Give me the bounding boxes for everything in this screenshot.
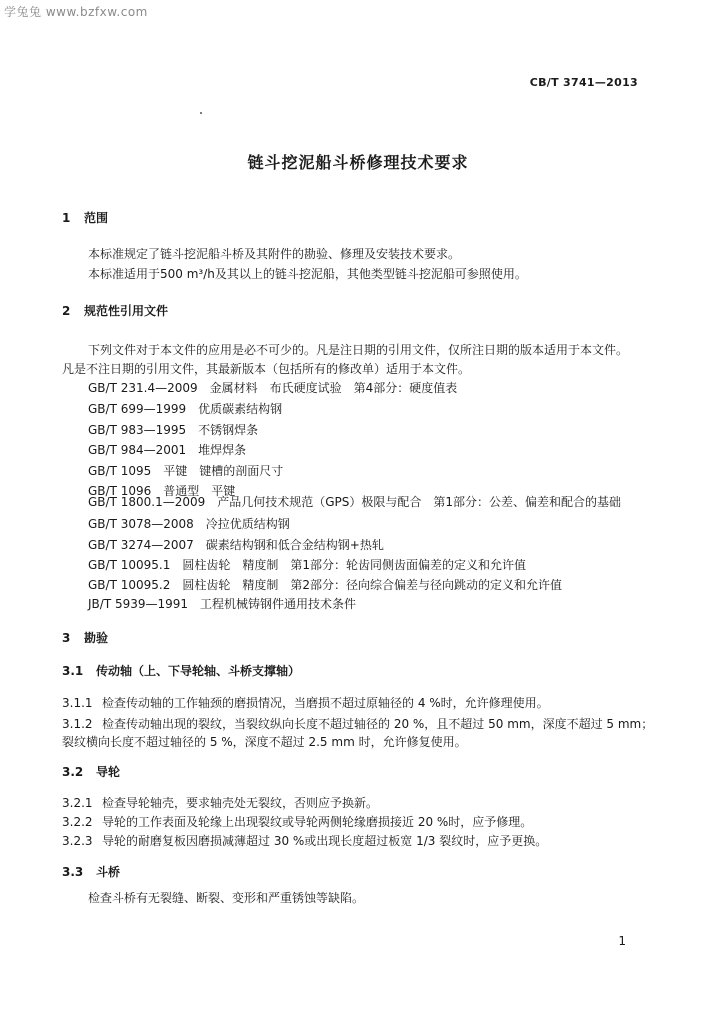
clause-3-2-1-number: 3.2.1 (62, 796, 93, 810)
section-3-3-heading (62, 864, 120, 880)
section-1-heading (62, 210, 108, 226)
clause-3-1-2-number: 3.1.2 (62, 717, 93, 731)
section-2-number: 2 (62, 304, 71, 318)
section-3-3-number: 3.3 (62, 865, 84, 879)
reference-item: GB/T 3274—2007 碳素结构钢和低合金结构钢+热轧 (88, 538, 384, 552)
reference-item: JB/T 5939—1991 工程机械铸钢件通用技术条件 (88, 597, 357, 611)
clause-3-2-3-number: 3.2.3 (62, 834, 93, 848)
reference-item: GB/T 231.4—2009 金属材料 布氏硬度试验 第4部分：硬度值表 (88, 381, 458, 395)
section-3-1-number: 3.1 (62, 664, 84, 678)
clause-3-2-1-text: 检查导轮轴壳，要求轴壳处无裂纹，否则应予换新。 (102, 796, 379, 810)
reference-item: GB/T 1096 普通型 平键 (88, 484, 236, 498)
reference-item: GB/T 10095.1 圆柱齿轮 精度制 第1部分：轮齿同侧齿面偏差的定义和允许值 (88, 558, 526, 572)
clause-3-2-1 (62, 795, 378, 811)
section-2-title: 规范性引用文件 (84, 304, 169, 318)
clause-3-1-1-number: 3.1.1 (62, 696, 93, 710)
reference-item: GB/T 3078—2008 冷拉优质结构钢 (88, 517, 290, 531)
section-2-heading (62, 303, 168, 319)
clause-3-1-2 (62, 716, 653, 732)
section-1-para-1: 本标准规定了链斗挖泥船斗桥及其附件的勘验、修理及安装技术要求。 (88, 247, 461, 261)
watermark: 学兔兔 www.bzfxw.com (4, 5, 148, 19)
clause-3-2-3 (62, 833, 547, 849)
reference-item: GB/T 1095 平键 键槽的剖面尺寸 (88, 464, 284, 478)
section-2-intro-1: 下列文件对于本文件的应用是必不可少的。凡是注日期的引用文件，仅所注日期的版本适用于本文件。 (88, 343, 629, 357)
section-3-3-para: 检查斗桥有无裂缝、断裂、变形和严重锈蚀等缺陷。 (88, 891, 365, 905)
clause-3-1-1-text: 检查传动轴的工作轴颈的磨损情况，当磨损不超过原轴径的 4 %时，允许修理使用。 (102, 696, 549, 710)
scan-dot (200, 112, 202, 114)
section-3-2-number: 3.2 (62, 765, 84, 779)
reference-item: GB/T 699—1999 优质碳素结构钢 (88, 402, 283, 416)
clause-3-2-2-text: 导轮的工作表面及轮缘上出现裂纹或导轮两侧轮缘磨损接近 20 %时，应予修理。 (102, 815, 533, 829)
page-number: 1 (618, 934, 626, 948)
reference-item: GB/T 10095.2 圆柱齿轮 精度制 第2部分：径向综合偏差与径向跳动的定义和允许值 (88, 578, 562, 592)
clause-3-1-1 (62, 695, 549, 711)
standard-code: CB/T 3741—2013 (529, 76, 638, 89)
section-3-1-title: 传动轴（上、下导轮轴、斗桥支撑轴） (96, 664, 301, 678)
section-3-3-title: 斗桥 (96, 865, 121, 879)
section-1-para-2: 本标准适用于500 m³/h及其以上的链斗挖泥船，其他类型链斗挖泥船可参照使用。 (88, 267, 527, 281)
section-3-2-title: 导轮 (96, 765, 121, 779)
clause-3-1-2-continued: 裂纹横向长度不超过轴径的 5 %，深度不超过 2.5 mm 时，允许修复使用。 (62, 735, 467, 749)
clause-3-2-2 (62, 814, 532, 830)
reference-item: GB/T 1800.1—2009 产品几何技术规范（GPS）极限与配合 第1部分：公差、偏差和配合的基础 (88, 495, 622, 509)
reference-item: GB/T 984—2001 堆焊焊条 (88, 443, 247, 457)
section-3-title: 勘验 (84, 631, 109, 645)
section-3-1-heading (62, 663, 300, 679)
clause-3-2-2-number: 3.2.2 (62, 815, 93, 829)
clause-3-1-2-text: 检查传动轴出现的裂纹，当裂纹纵向长度不超过轴径的 20 %，且不超过 50 mm，深度不超过 5 mm； (102, 717, 654, 731)
clause-3-2-3-text: 导轮的耐磨复板因磨损减薄超过 30 %或出现长度超过板宽 1/3 裂纹时，应予更换。 (102, 834, 548, 848)
section-3-number: 3 (62, 631, 71, 645)
section-3-heading (62, 630, 108, 646)
section-1-number: 1 (62, 211, 71, 225)
section-1-title: 范围 (84, 211, 109, 225)
section-3-2-heading (62, 764, 120, 780)
reference-item: GB/T 983—1995 不锈钢焊条 (88, 423, 259, 437)
section-2-intro-2: 凡是不注日期的引用文件，其最新版本（包括所有的修改单）适用于本文件。 (62, 362, 471, 376)
document-title: 链斗挖泥船斗桥修理技术要求 (247, 153, 469, 172)
